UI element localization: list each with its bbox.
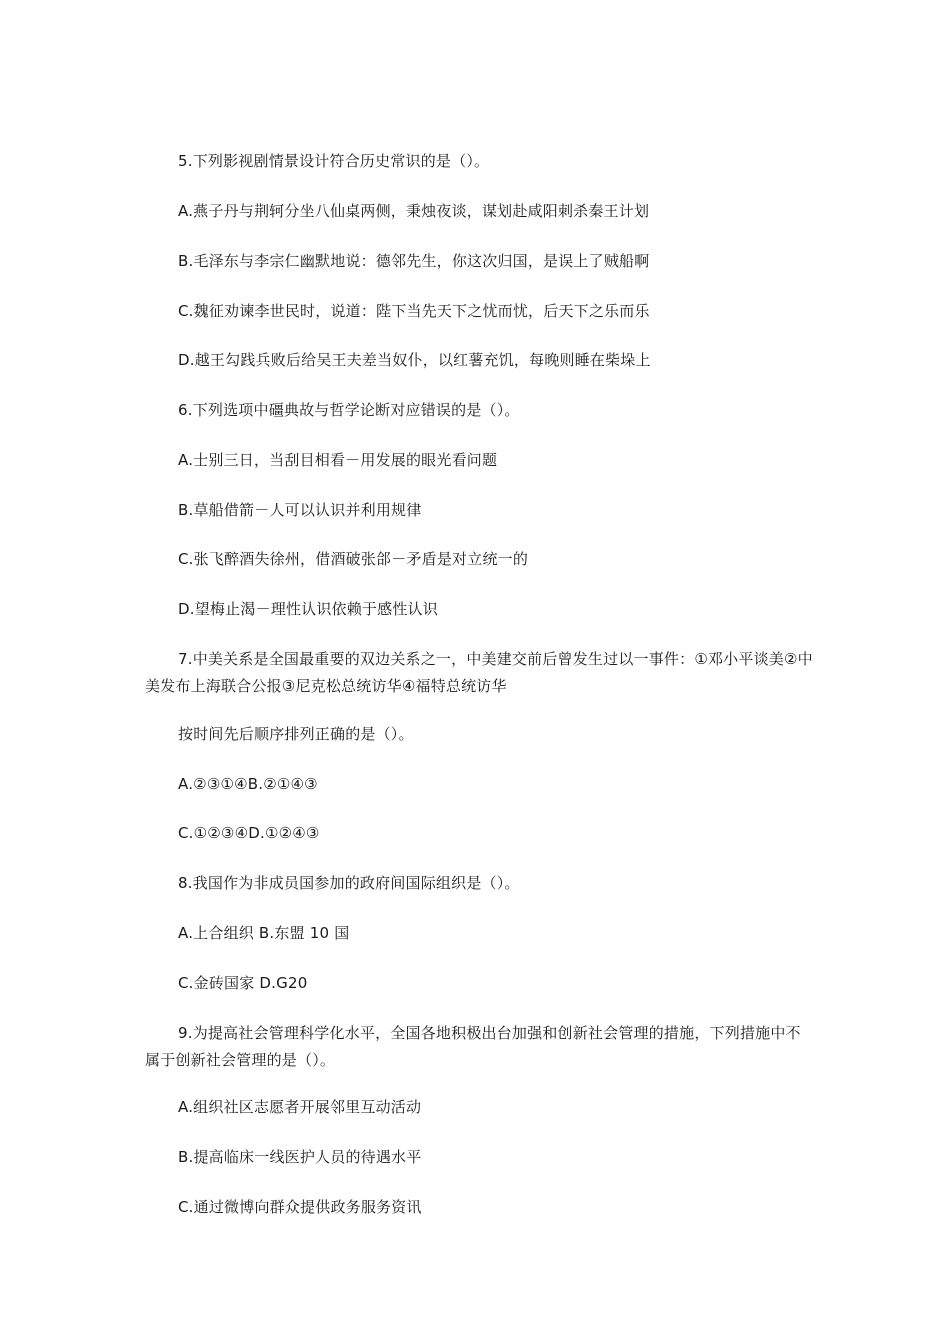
question-6-option-c: C.张飞醉酒失徐州，借酒破张郃－矛盾是对立统一的 [178, 550, 529, 568]
question-7-continuation: 按时间先后顺序排列正确的是（）。 [178, 725, 414, 743]
question-9-option-c: C.通过微博向群众提供政务服务资讯 [178, 1198, 422, 1216]
question-5-option-c: C.魏征劝谏李世民时，说道：陛下当先天下之忧而忧，后天下之乐而乐 [178, 302, 650, 320]
question-6-option-b: B.草船借箭－人可以认识并利用规律 [178, 501, 422, 519]
question-6-option-a: A.士别三日，当刮目相看－用发展的眼光看问题 [178, 451, 498, 469]
question-6-stem: 6.下列选项中礓典故与哲学论断对应错误的是（）。 [178, 401, 520, 419]
question-7-options-cd: C.①②③④D.①②④③ [178, 824, 320, 842]
question-8-stem: 8.我国作为非成员国参加的政府间国际组织是（）。 [178, 874, 520, 892]
question-5-stem: 5.下列影视剧情景设计符合历史常识的是（）。 [178, 152, 490, 170]
question-9-option-a: A.组织社区志愿者开展邻里互动活动 [178, 1098, 422, 1116]
question-9-option-b: B.提高临床一线医护人员的待遇水平 [178, 1148, 422, 1166]
question-8-options-ab: A.上合组织 B.东盟 10 国 [178, 924, 350, 942]
question-8-options-cd: C.金砖国家 D.G20 [178, 974, 308, 992]
question-5-option-a: A.燕子丹与荆轲分坐八仙桌两侧，秉烛夜谈，谋划赴咸阳刺杀秦王计划 [178, 202, 650, 220]
question-5-option-d: D.越王勾践兵败后给吴王夫差当奴仆，以红薯充饥，每晚则睡在柴垛上 [178, 351, 651, 369]
question-6-option-d: D.望梅止渴－理性认识依赖于感性认识 [178, 600, 438, 618]
question-7-options-ab: A.②③①④B.②①④③ [178, 775, 318, 793]
question-5-option-b: B.毛泽东与李宗仁幽默地说：德邻先生，你这次归国，是误上了贼船啊 [178, 252, 650, 270]
question-7-stem: 7.中美关系是全国最重要的双边关系之一，中美建交前后曾发生过以一事件：①邓小平谈美②中美发布上海联合公报③尼克松总统访华④福特总统访华 [145, 650, 813, 695]
question-9-stem: 9.为提高社会管理科学化水平，全国各地积极出台加强和创新社会管理的措施，下列措施中不属于创新社会管理的是（）。 [145, 1024, 801, 1069]
